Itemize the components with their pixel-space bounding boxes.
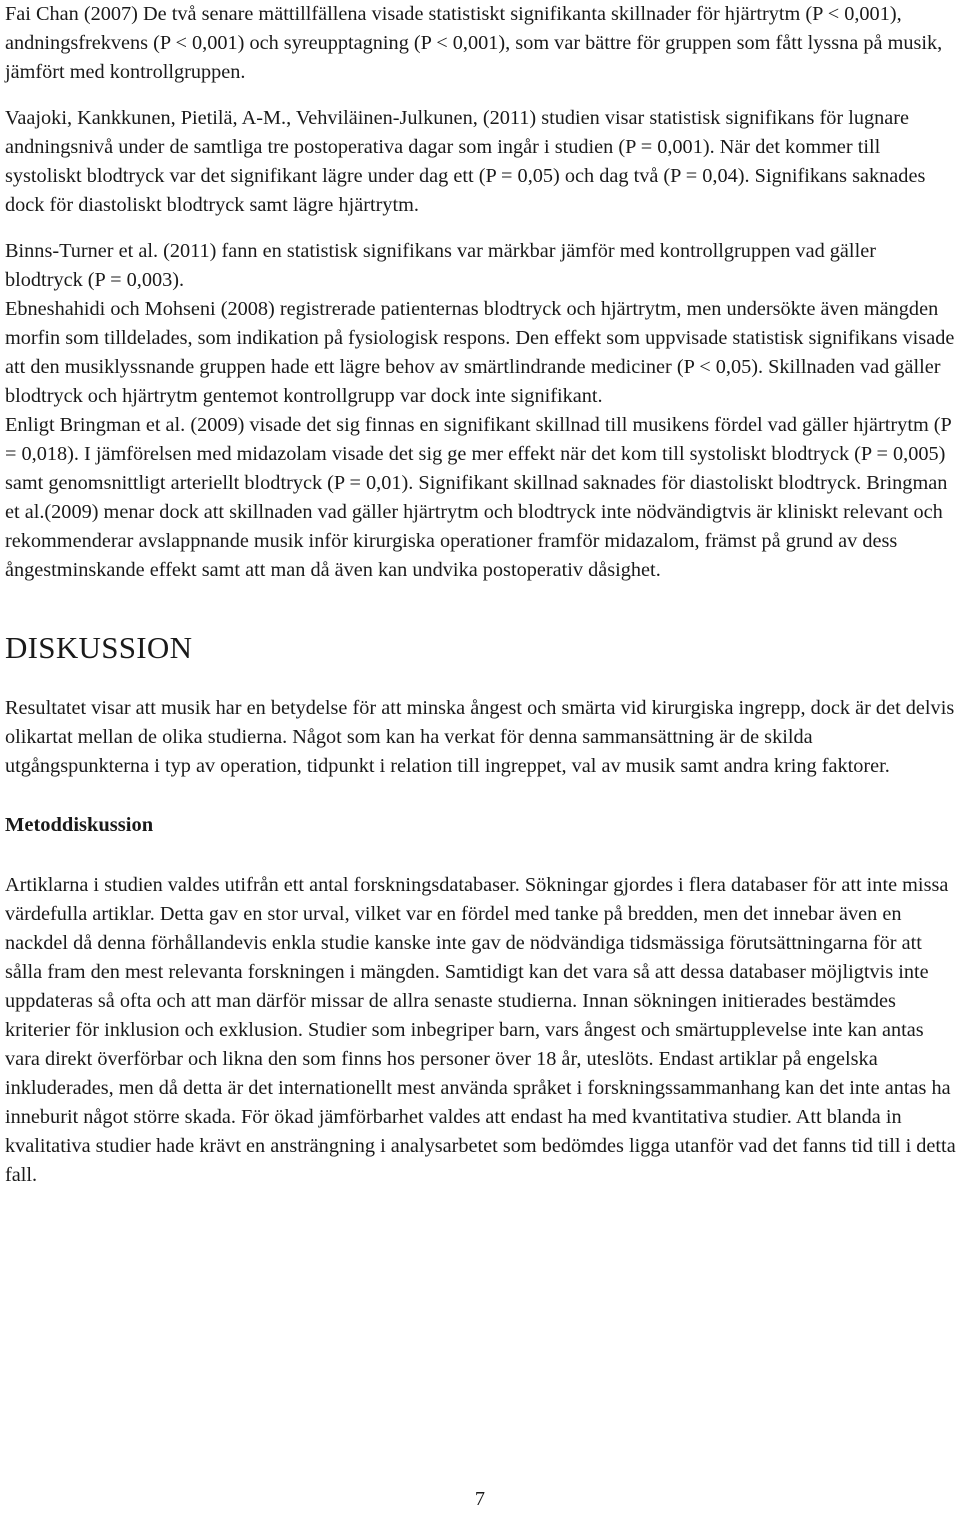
paragraph-metoddiskussion: Artiklarna i studien valdes utifrån ett antal forskningsdatabaser. Sökningar gjordes i flera databaser för att inte missa värdefulla artiklar. Detta gav en stor urval, vilket var en fördel med tanke på bredden, men det innebar även en nackdel då denna förhållandevis enkla studie kanske inte gav de nödvändiga tidsmässiga förutsättningarna för att sålla fram den mest relevanta forskningen i mängden. Samtidigt kan det vara så att dessa databaser möjligtvis inte uppdateras så ofta och att man därför missar de allra senaste studierna. Innan sökningen initierades bestämdes kriterier för inklusion och exklusion. Studier som inbegriper barn, vars ångest och smärtupplevelse inte kan antas vara direkt överförbar och likna den som finns hos personer över 18 år, uteslöts. Endast artiklar på engelska inkluderades, men då detta är det internationellt mest använda språket i forskningssammanhang kan det inte antas ha inneburit något större skada. För ökad jämförbarhet valdes att endast ha med kvantitativa studier. Att blanda in kvalitativa studier hade krävt en ansträngning i analysarbetet som bedömdes ligga utanför vad det fanns tid till i detta fall. <box>5 874 956 1186</box>
paragraph-bringman: Enligt Bringman et al. (2009) visade det sig finnas en signifikant skillnad till musikens fördel vad gäller hjärtrytm (P = 0,018). I jämförelsen med midazolam visade det sig ge mer effekt när det kom till systoliskt blodtryck (P = 0,005) samt genomsnittligt arteriellt blodtryck (P = 0,01). Signifikant skillnad saknades för diastoliskt blodtryck. Bringman et al.(2009) menar dock att skillnaden vad gäller hjärtrytm och blodtryck inte nödvändigtvis är kliniskt relevant och rekommenderar avslappnande musik inför kirurgiska operationer framför midazalom, främst på grund av dess ångestminskande effekt samt att man då även kan undvika postoperativ dåsighet. <box>5 414 952 581</box>
subsection-heading-metoddiskussion: Metoddiskussion <box>5 814 154 836</box>
paragraph-diskussion: Resultatet visar att musik har en betydelse för att minska ångest och smärta vid kirurgiska ingrepp, dock är det delvis olikartat mellan de olika studierna. Något som kan ha verkat för denna sammansättning är de skilda utgångspunkterna i typ av operation, tidpunkt i relation till ingreppet, val av musik samt andra kring faktorer. <box>5 697 955 777</box>
document-page <box>5 0 957 1190</box>
section-heading-diskussion: DISKUSSION <box>5 630 193 665</box>
results-section <box>5 0 957 585</box>
page-number: 7 <box>474 1488 486 1510</box>
paragraph-fai-chan: Fai Chan (2007) De två senare mättillfällena visade statistiskt signifikanta skillnader för hjärtrytm (P < 0,001), andningsfrekvens (P < 0,001) och syreupptagning (P < 0,001), som var bättre för gruppen som fått lyssna på musik, jämfört med kontrollgruppen. <box>5 3 943 83</box>
paragraph-binns-turner: Binns-Turner et al. (2011) fann en statistisk signifikans var märkbar jämför med kontrollgruppen vad gäller blodtryck (P = 0,003). <box>5 240 876 291</box>
paragraph-ebneshahidi: Ebneshahidi och Mohseni (2008) registrerade patienternas blodtryck och hjärtrytm, men undersökte även mängden morfin som tilldelades, som indikation på fysiologisk respons. Den effekt som uppvisade statistisk signifikans visade att den musiklyssnande gruppen hade ett lägre behov av smärtlindrande mediciner (P < 0,05). Skillnaden vad gäller blodtryck och hjärtrytm gentemot kontrollgrupp var dock inte signifikant. <box>5 298 955 407</box>
paragraph-vaajoki: Vaajoki, Kankkunen, Pietilä, A-M., Vehviläinen-Julkunen, (2011) studien visar statistisk signifikans för lugnare andningsnivå under de samtliga tre postoperativa dagar som ingår i studien (P = 0,001). När det kommer till systoliskt blodtryck var det signifikant lägre under dag ett (P = 0,05) och dag två (P = 0,04). Signifikans saknades dock för diastoliskt blodtryck samt lägre hjärtrytm. <box>5 107 926 216</box>
